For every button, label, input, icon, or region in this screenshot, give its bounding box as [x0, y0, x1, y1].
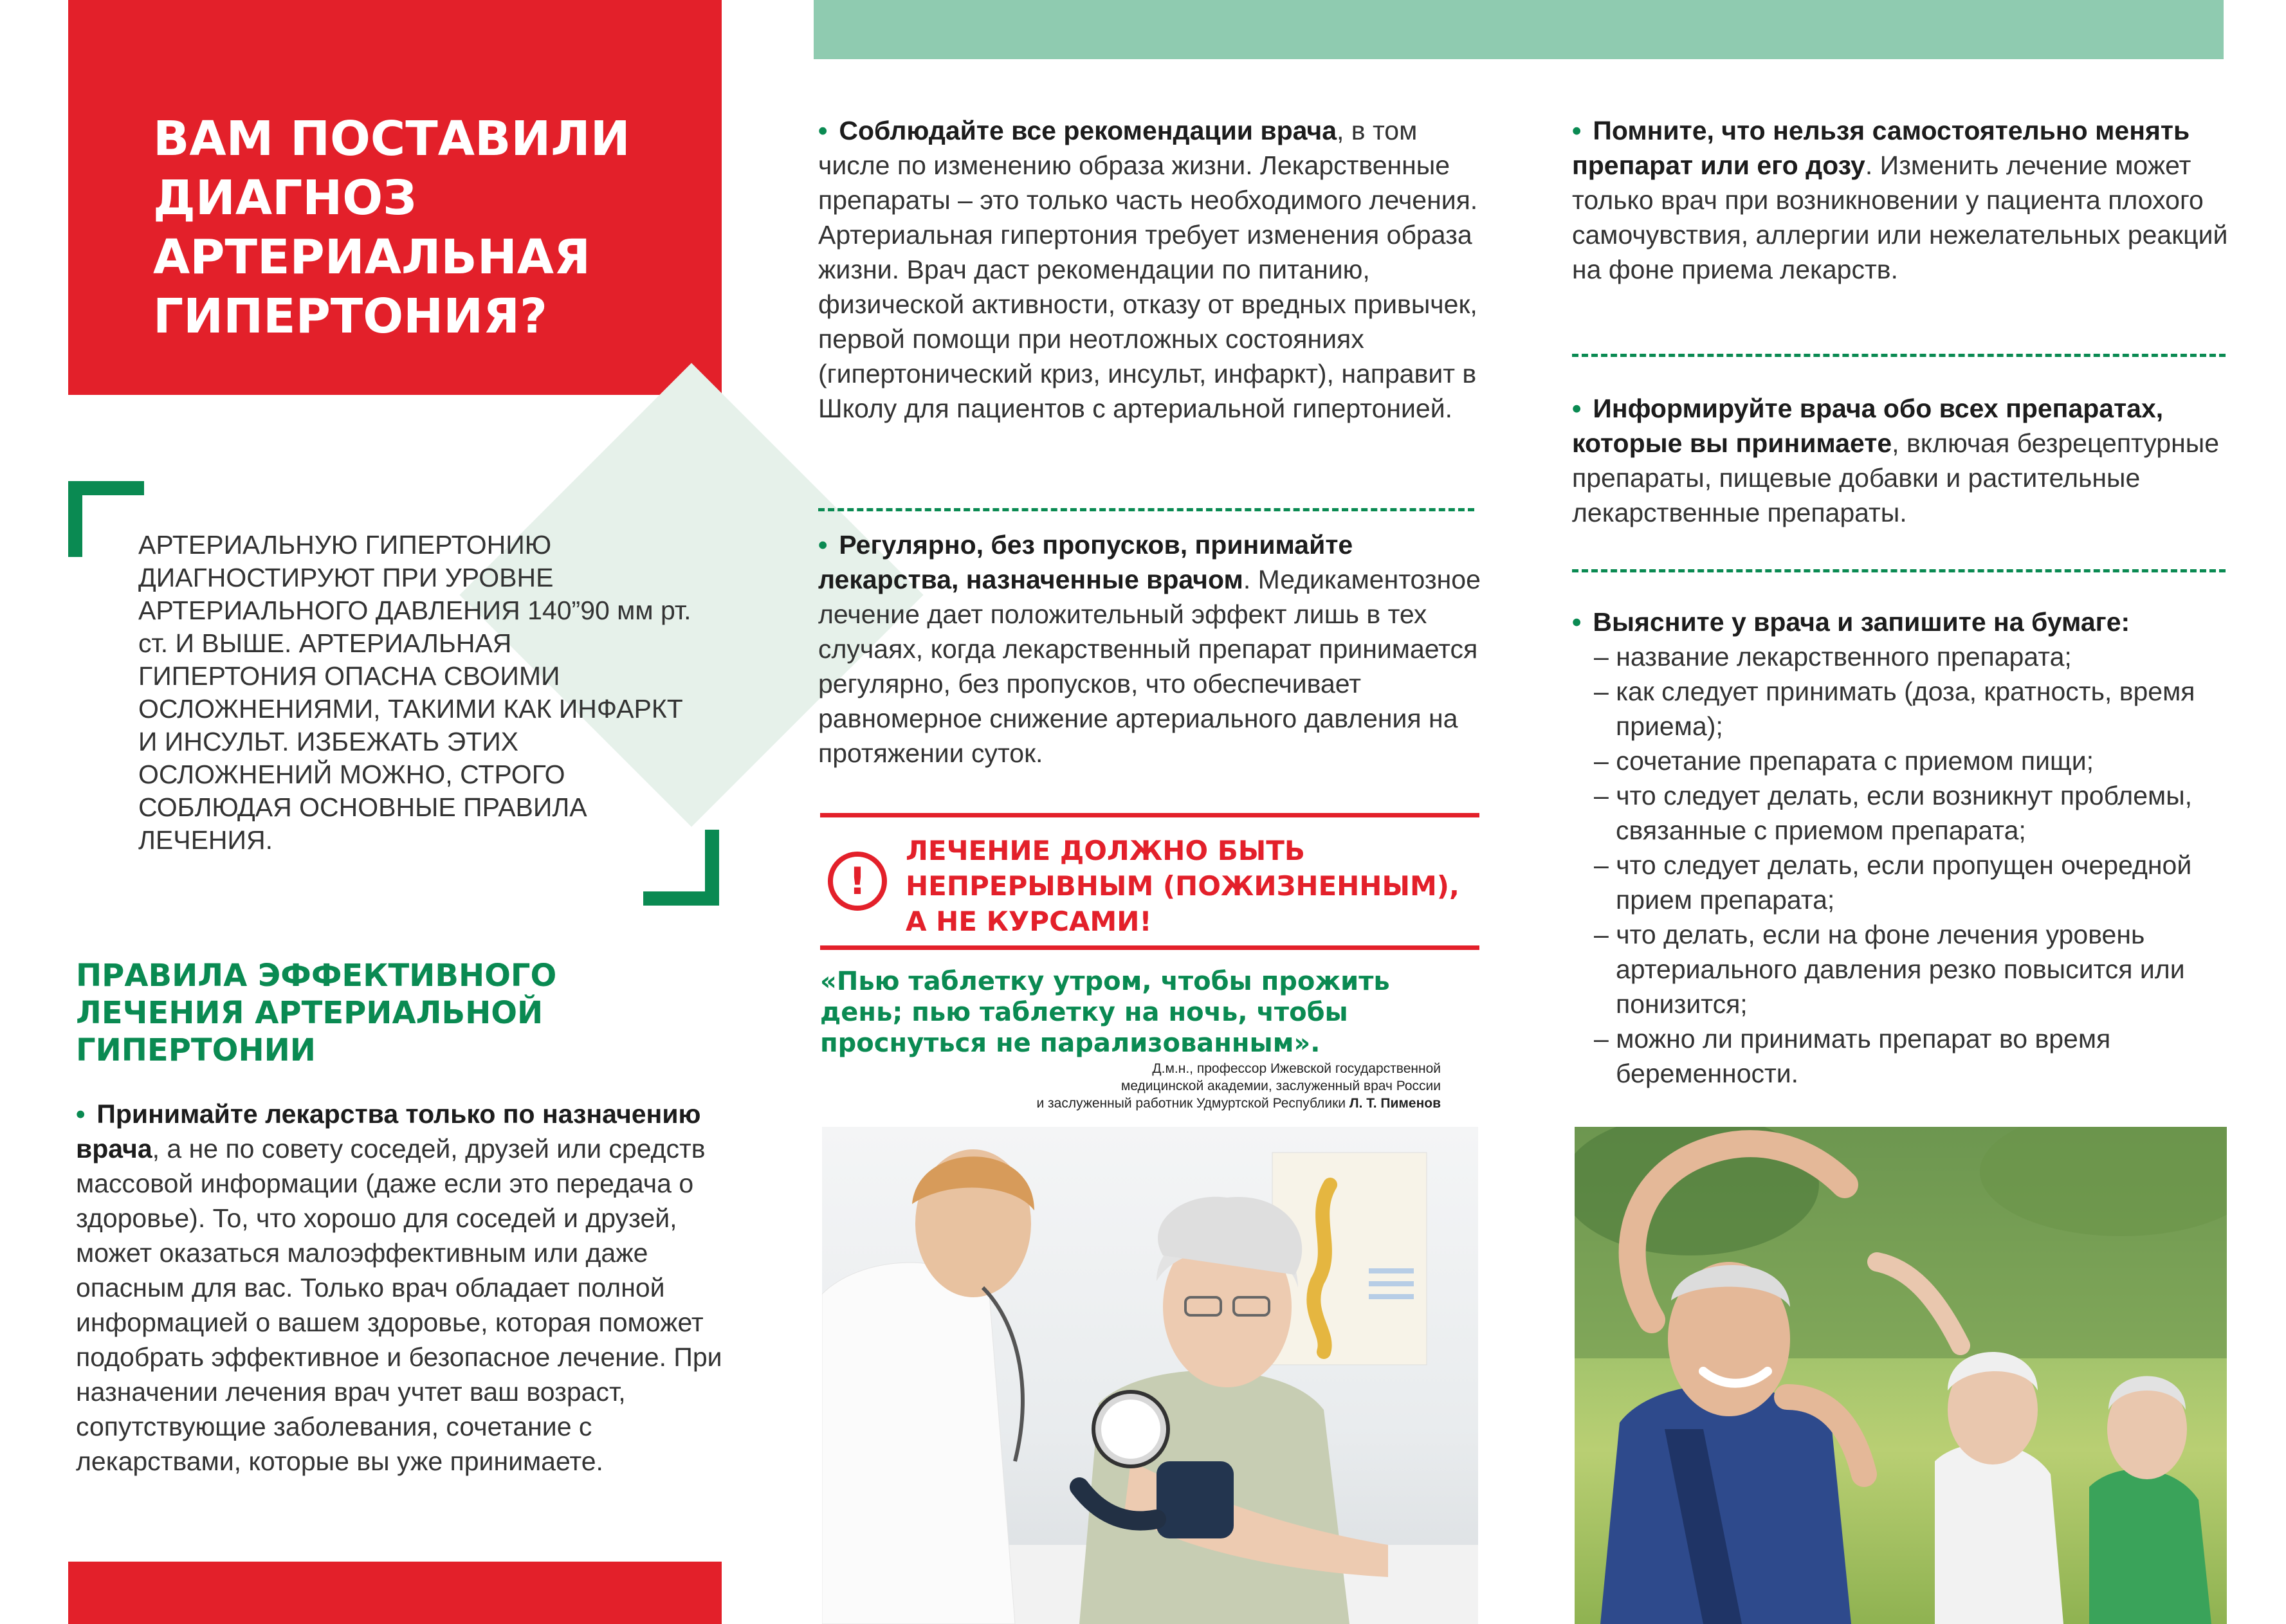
bullet-icon: •: [76, 1099, 86, 1129]
bullet-icon: •: [818, 116, 828, 145]
rules-heading: ПРАВИЛА ЭФФЕКТИВНОГО ЛЕЧЕНИЯ АРТЕРИАЛЬНОЙ ГИПЕРТОНИИ: [76, 958, 557, 1068]
footer-banner: [68, 1562, 722, 1624]
attribution-name: Л. Т. Пименов: [1349, 1096, 1441, 1111]
rule-bold-text: Информируйте врача обо всех препаратах, которые вы принимаете: [1572, 394, 2164, 458]
warning-icon-symbol: !: [848, 859, 866, 903]
bullet-icon: •: [1572, 394, 1582, 423]
top-banner: [814, 0, 2224, 59]
rule-bold-text: Выясните у врача и запишите на бумаге:: [1593, 607, 2130, 637]
list-item: – что делать, если на фоне лечения уровень артериального давления резко повысится или понизится;: [1594, 920, 2185, 1019]
rule-text: , а не по совету соседей, друзей или средств массовой информации (даже если это передача о здоровье). То, что хорошо для соседей и друзей, может оказаться малоэффективным или даже опасным для вас. Только врач обладает полной информацией о вашем здоровье, которая поможет подобрать эффективное и безопасное лечение. При назначении лечения врач учтет ваш возраст, сопутствующие заболевания, сочетание с лекарствами, которые вы уже принимаете.: [76, 1134, 722, 1476]
attribution-line: Д.м.н., профессор Ижевской государственной: [1152, 1061, 1441, 1076]
checklist: [1572, 639, 2260, 1091]
list-item: – как следует принимать (доза, кратность, время приема);: [1594, 677, 2195, 741]
quote-text: «Пью таблетку утром, чтобы прожить день; пью таблетку на ночь, чтобы проснуться не парализованным».: [820, 967, 1390, 1058]
seniors-exercise-photo: [1575, 1127, 2227, 1624]
dashed-divider: [818, 508, 1474, 511]
dashed-divider: [1572, 569, 2226, 572]
bullet-icon: •: [1572, 116, 1582, 145]
diagnosis-text: АРТЕРИАЛЬНУЮ ГИПЕРТОНИЮ ДИАГНОСТИРУЮТ ПРИ УРОВНЕ АРТЕРИАЛЬНОГО ДАВЛЕНИЯ 140”90 мм рт. ст. И ВЫШЕ. АРТЕРИАЛЬНАЯ ГИПЕРТОНИЯ ОПАСНА СВОИМИ ОСЛОЖНЕНИЯМИ, ТАКИМИ КАК ИНФАРКТ И ИНСУЛЬТ. ИЗБЕЖАТЬ ЭТИХ ОСЛОЖНЕНИЙ МОЖНО, СТРОГО СОБЛЮДАЯ ОСНОВНЫЕ ПРАВИЛА ЛЕЧЕНИЯ.: [138, 530, 691, 855]
rule-item: [818, 113, 1481, 426]
rule-text: , включая безрецептурные препараты, пищевые добавки и растительные лекарственные препараты.: [1572, 428, 2220, 527]
rule-item: [818, 527, 1481, 771]
exclamation-icon: [827, 850, 888, 912]
rule-item: [76, 1097, 726, 1479]
list-item: – что следует делать, если возникнут проблемы, связанные с приемом препарата;: [1594, 781, 2193, 845]
rule-item: [1572, 113, 2241, 287]
rule-bold-text: Соблюдайте все рекомендации врача: [839, 116, 1337, 145]
rule-bold-text: Помните, что нельзя самостоятельно менять препарат или его дозу: [1572, 116, 2190, 180]
warning-top-line: [820, 813, 1479, 817]
rule-bold-text: Принимайте лекарства только по назначению врача: [76, 1099, 701, 1163]
doctor-patient-photo: [822, 1127, 1478, 1624]
attribution-line: медицинской академии, заслуженный врач России: [1120, 1079, 1441, 1093]
quote-attribution: [926, 1060, 1441, 1112]
dashed-divider: [1572, 354, 2226, 357]
corner-bracket-top-left: [68, 481, 144, 557]
page-title: ВАМ ПОСТАВИЛИ ДИАГНОЗ АРТЕРИАЛЬНАЯ ГИПЕРТОНИЯ?: [153, 111, 630, 344]
bullet-icon: •: [818, 530, 828, 560]
list-item: – можно ли принимать препарат во время беременности.: [1594, 1024, 2111, 1088]
rule-text: , в том числе по изменению образа жизни. Лекарственные препараты – это только часть необходимого лечения. Артериальная гипертония требует изменения образа жизни. Врач даст рекомендации по питанию, физической активности, отказу от вредных привычек, первой помощи при неотложных состояниях (гипертонический криз, инсульт, инфаркт), направит в Школу для пациентов с артериальной гипертонией.: [818, 116, 1478, 423]
rule-text: . Изменить лечение может только врач при возникновении у пациента плохого самочувствия, аллергии или нежелательных реакций на фоне приема лекарств.: [1572, 151, 2228, 284]
bullet-icon: •: [1572, 607, 1582, 637]
list-item: – название лекарственного препарата;: [1594, 642, 2072, 671]
rule-item: [1572, 605, 2260, 1091]
rule-item: [1572, 391, 2241, 530]
rule-bold-text: Регулярно, без пропусков, принимайте лекарства, назначенные врачом: [818, 530, 1353, 594]
warning-text: ЛЕЧЕНИЕ ДОЛЖНО БЫТЬ НЕПРЕРЫВНЫМ (ПОЖИЗНЕННЫМ), А НЕ КУРСАМИ!: [906, 835, 1459, 937]
list-item: – что следует делать, если пропущен очередной прием препарата;: [1594, 850, 2192, 915]
list-item: – сочетание препарата с приемом пищи;: [1594, 746, 2094, 776]
rule-text: . Медикаментозное лечение дает положительный эффект лишь в тех случаях, когда лекарственный препарат принимается регулярно, без пропусков, что обеспечивает равномерное снижение артериального давления на протяжении суток.: [818, 565, 1481, 768]
attribution-line: и заслуженный работник Удмуртской Республики: [1036, 1096, 1346, 1111]
warning-bottom-line: [820, 945, 1479, 950]
